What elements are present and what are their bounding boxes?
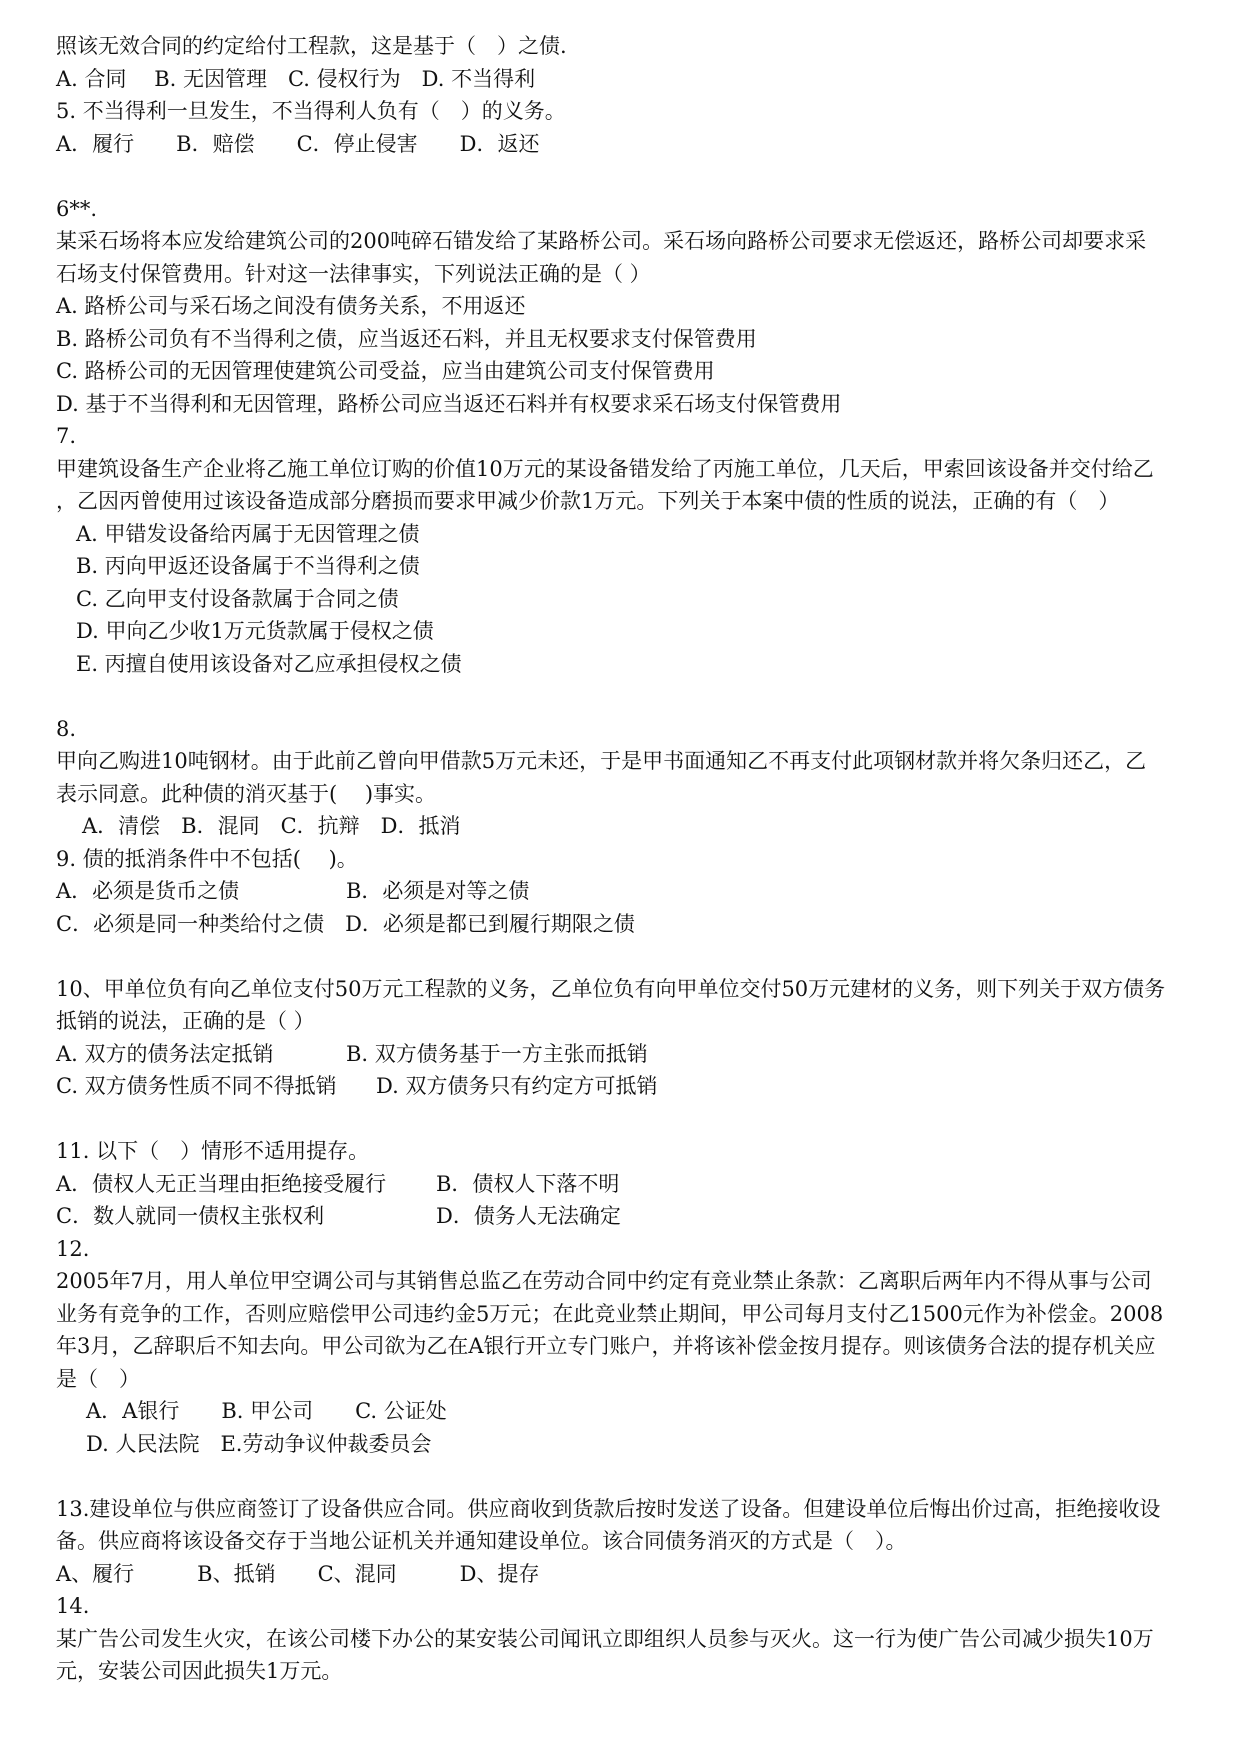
q14-stem: 元，安装公司因此损失1万元。 (56, 1659, 343, 1683)
q10-option-b: B. 双方债务基于一方主张而抵销 (346, 1041, 648, 1066)
q13-stem: 13.建设单位与供应商签订了设备供应合同。供应商收到货款后按时发送了设备。但建设单位后悔出价过高，拒绝接收设 (56, 1496, 1161, 1521)
q5-options: A．履行 B．赔偿 C．停止侵害 D．返还 (56, 131, 540, 156)
q11-options-row2 (56, 1200, 1196, 1233)
q12-options-row1: A．A银行 B. 甲公司 C. 公证处 (86, 1399, 447, 1423)
q10-option-a: A. 双方的债务法定抵销 (56, 1041, 274, 1066)
q4-stem-end: 照该无效合同的约定给付工程款，这是基于（ ）之债. (56, 34, 567, 58)
q7-number: 7. (56, 424, 77, 448)
blank-line (56, 1103, 1196, 1136)
q12-stem: 年3月，乙辞职后不知去向。甲公司欲为乙在A银行开立专门账户，并将该补偿金按月提存。则该债务合法的提存机关应 (56, 1334, 1156, 1358)
q5-stem: 5. 不当得利一旦发生，不当得利人负有（ ）的义务。 (56, 99, 566, 123)
q8-stem: 甲向乙购进10吨钢材。由于此前乙曾向甲借款5万元未还，于是甲书面通知乙不再支付此项钢材款并将欠条归还乙，乙 (56, 749, 1147, 773)
q10-stem: 10、甲单位负有向乙单位支付50万元工程款的义务，乙单位负有向甲单位交付50万元建材的义务，则下列关于双方债务 (56, 976, 1166, 1001)
q6-option-d: D. 基于不当得利和无因管理，路桥公司应当返还石料并有权要求采石场支付保管费用 (56, 391, 842, 416)
q9-stem: 9. 债的抵消条件中不包括( )。 (56, 846, 358, 871)
q7-option-c: C. 乙向甲支付设备款属于合同之债 (76, 586, 399, 611)
q6-stem: 某采石场将本应发给建筑公司的200吨碎石错发给了某路桥公司。采石场向路桥公司要求无偿返还，路桥公司却要求采 (56, 229, 1147, 253)
q6-option-c: C. 路桥公司的无因管理使建筑公司受益，应当由建筑公司支付保管费用 (56, 359, 715, 383)
blank-line (56, 1460, 1196, 1493)
q12-stem: 业务有竞争的工作，否则应赔偿甲公司违约金5万元；在此竞业禁止期间，甲公司每月支付乙1500元作为补偿金。2008 (56, 1301, 1164, 1326)
q9-options-row1 (56, 875, 1196, 908)
q7-stem: ，乙因丙曾使用过该设备造成部分磨损而要求甲减少价款1万元。下列关于本案中债的性质的说法，正确的有（ ） (56, 489, 1120, 513)
q10-stem: 抵销的说法，正确的是（ ） (56, 1009, 315, 1033)
q11-option-c: C．数人就同一债权主张权利 (56, 1204, 325, 1228)
q7-option-b: B. 丙向甲返还设备属于不当得利之债 (76, 554, 420, 578)
q6-stem: 石场支付保管费用。针对这一法律事实，下列说法正确的是（ ） (56, 261, 651, 286)
q10-options-row1 (56, 1038, 1196, 1071)
q11-options-row1 (56, 1168, 1196, 1201)
blank-line (56, 160, 1196, 193)
q4-options: A. 合同 B. 无因管理 C. 侵权行为 D. 不当得利 (56, 66, 536, 91)
q10-options-row2 (56, 1070, 1196, 1103)
q8-options: A．清偿 B．混同 C．抗辩 D．抵消 (82, 814, 461, 838)
q9-option-a: A．必须是货币之债 (56, 879, 240, 903)
q13-stem: 备。供应商将该设备交存于当地公证机关并通知建设单位。该合同债务消灭的方式是（ ）。 (56, 1529, 907, 1553)
blank-line (56, 940, 1196, 973)
q12-stem: 2005年7月，用人单位甲空调公司与其销售总监乙在劳动合同中约定有竞业禁止条款：乙离职后两年内不得从事与公司 (56, 1269, 1152, 1293)
q6-option-a: A. 路桥公司与采石场之间没有债务关系，不用返还 (56, 294, 526, 318)
q6-number: 6**. (56, 196, 98, 221)
q13-options: A、履行 B、抵销 C、混同 D、提存 (56, 1561, 540, 1586)
q11-option-d: D．债务人无法确定 (436, 1204, 621, 1228)
q7-option-d: D. 甲向乙少收1万元货款属于侵权之债 (76, 619, 434, 643)
q7-option-a: A. 甲错发设备给丙属于无因管理之债 (76, 521, 420, 546)
q8-stem: 表示同意。此种债的消灭基于( )事实。 (56, 781, 437, 806)
q11-option-a: A．债权人无正当理由拒绝接受履行 (56, 1171, 387, 1196)
q9-option-b: B．必须是对等之债 (346, 879, 530, 903)
q10-option-c: C. 双方债务性质不同不得抵销 (56, 1074, 337, 1098)
q12-options-row2: D. 人民法院 E.劳动争议仲裁委员会 (86, 1431, 432, 1456)
q12-number: 12. (56, 1236, 90, 1261)
q9-options-row2: C．必须是同一种类给付之债 D．必须是都已到履行期限之债 (56, 911, 635, 936)
q6-option-b: B. 路桥公司负有不当得利之债，应当返还石料，并且无权要求支付保管费用 (56, 326, 757, 351)
blank-line (56, 680, 1196, 713)
q14-number: 14. (56, 1594, 90, 1618)
q8-number: 8. (56, 716, 77, 741)
q7-option-e: E. 丙擅自使用该设备对乙应承担侵权之债 (76, 651, 462, 676)
document-page (56, 30, 1196, 1688)
q10-option-d: D. 双方债务只有约定方可抵销 (376, 1074, 658, 1098)
q14-stem: 某广告公司发生火灾，在该公司楼下办公的某安装公司闻讯立即组织人员参与灭火。这一行为使广告公司减少损失10万 (56, 1626, 1154, 1651)
q7-stem: 甲建筑设备生产企业将乙施工单位订购的价值10万元的某设备错发给了丙施工单位，几天后，甲索回该设备并交付给乙 (56, 456, 1154, 481)
q11-option-b: B．债权人下落不明 (436, 1171, 620, 1196)
q11-stem: 11. 以下（ ）情形不适用提存。 (56, 1139, 370, 1163)
q12-stem: 是（ ） (56, 1366, 140, 1391)
